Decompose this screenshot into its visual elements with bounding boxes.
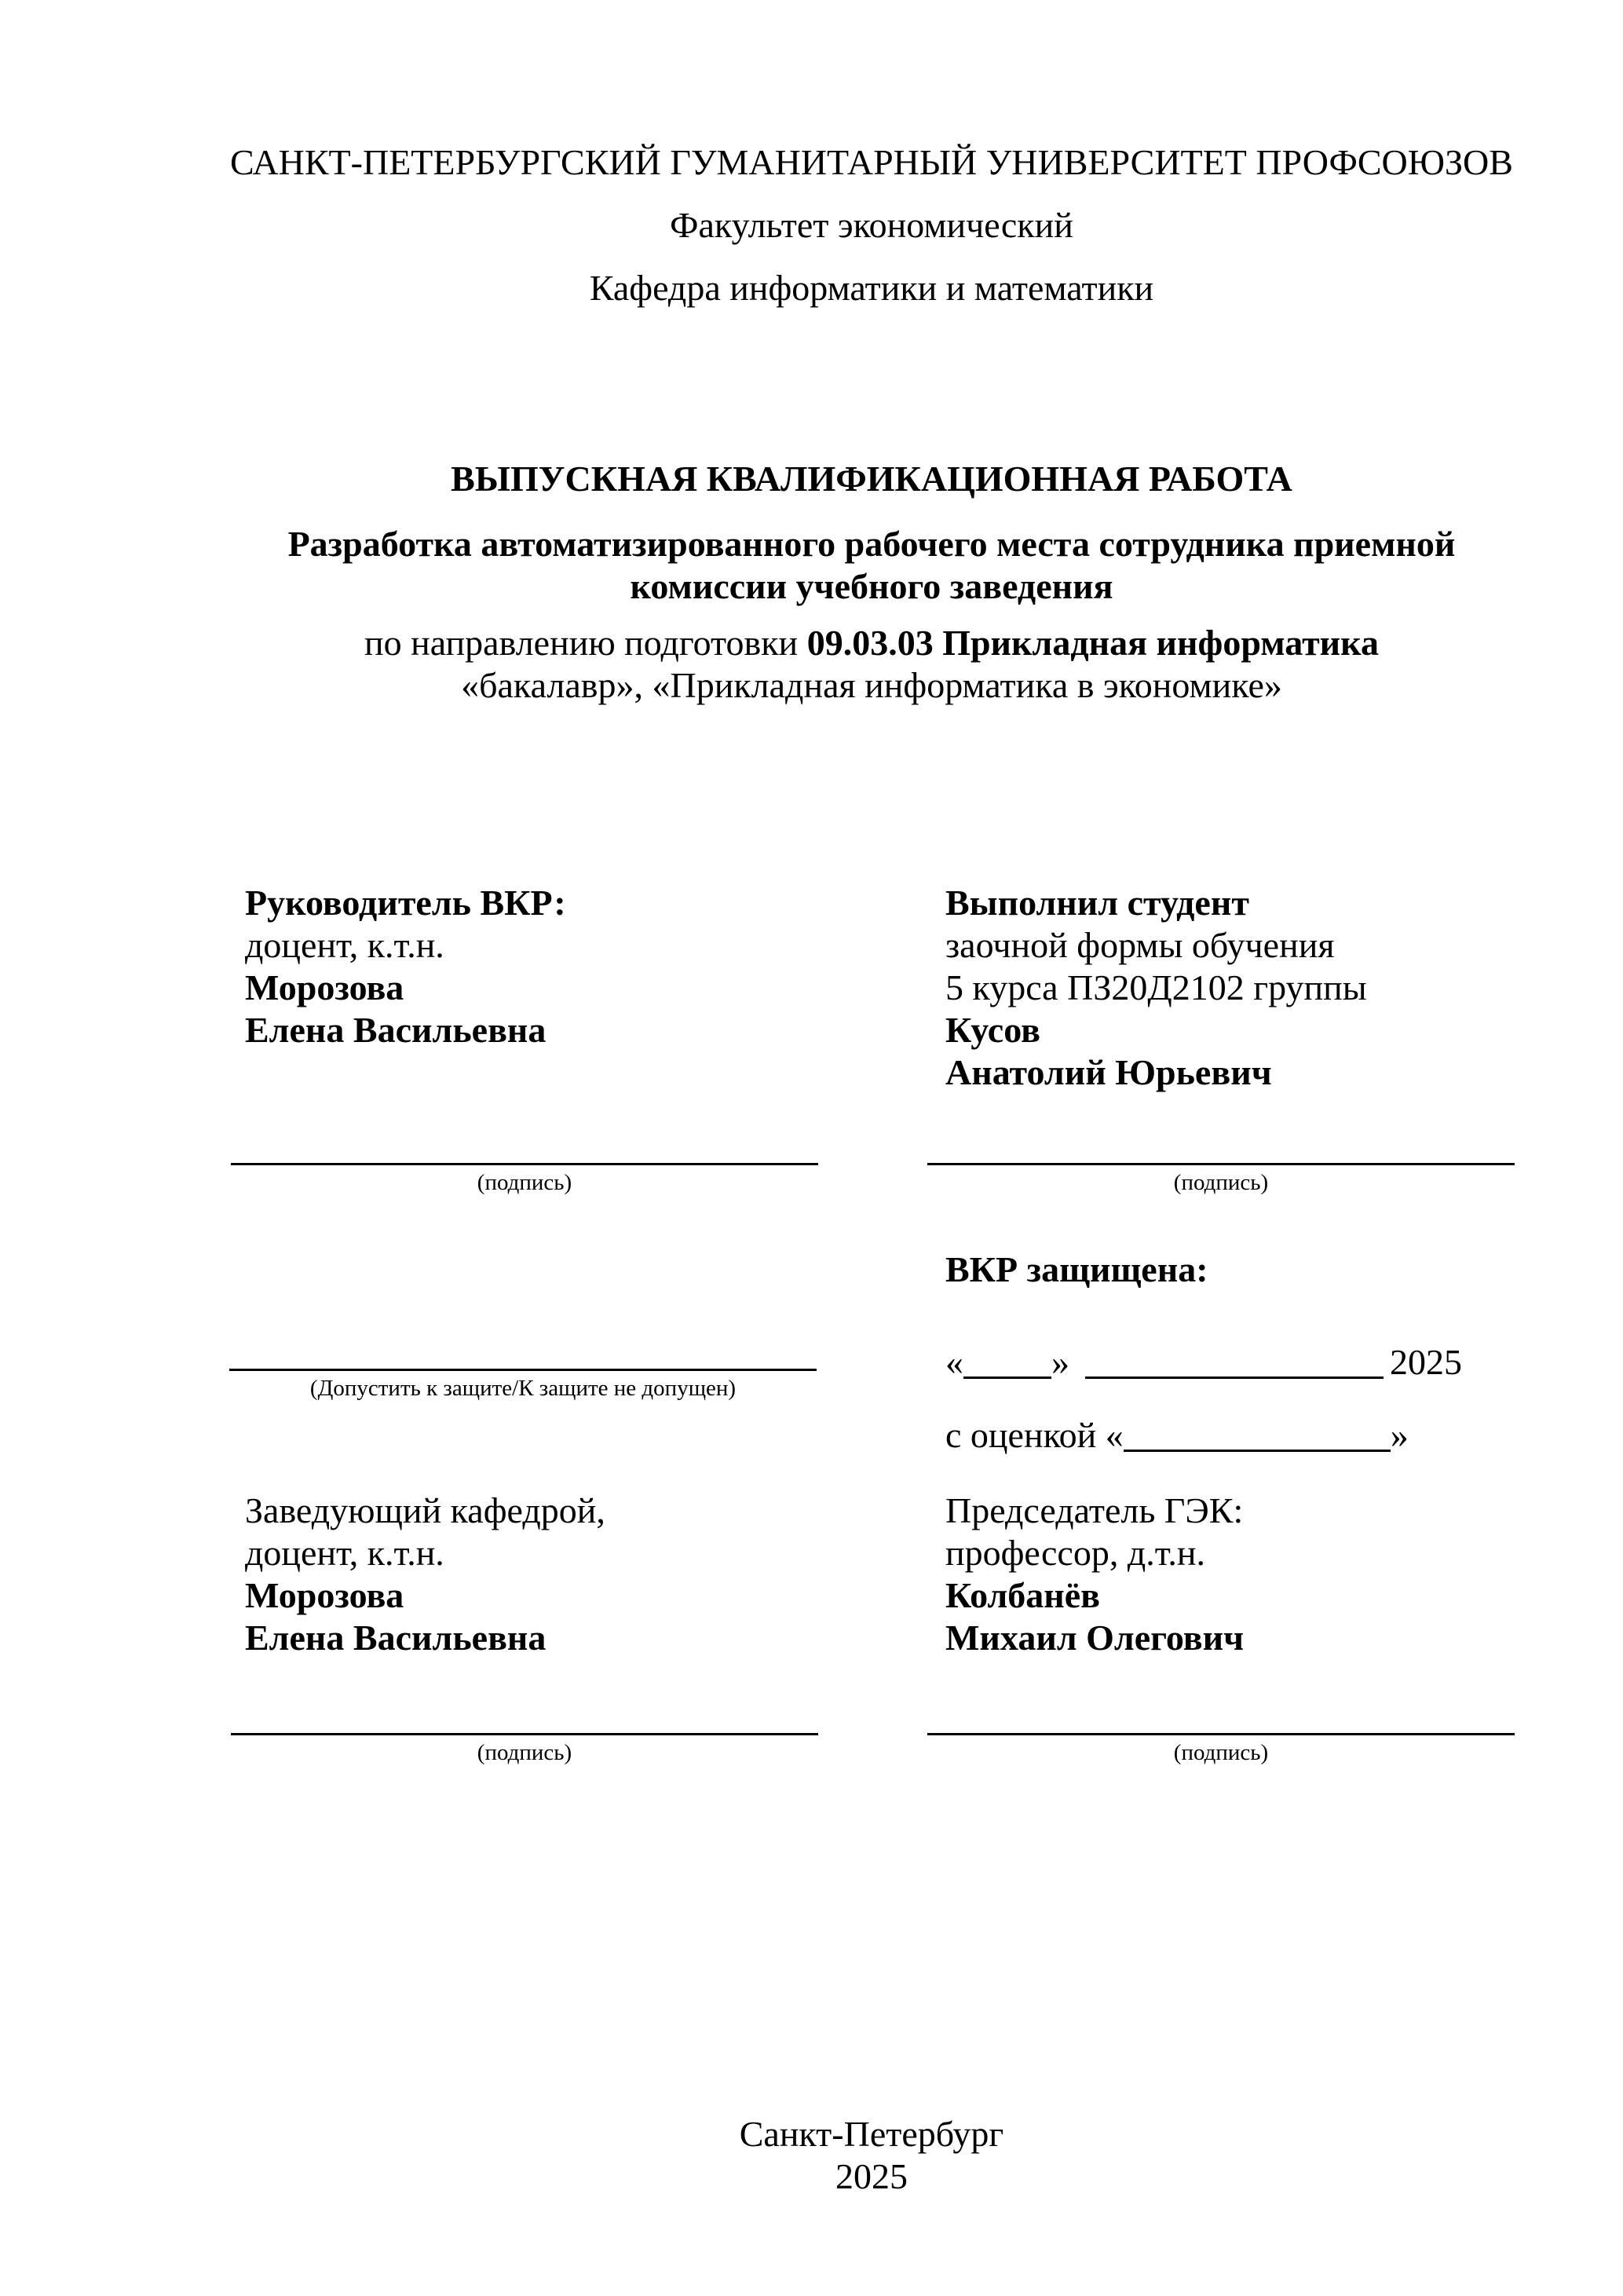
work-topic-line-2: комиссии учебного заведения: [630, 566, 1113, 606]
work-type-heading: ВЫПУСКНАЯ КВАЛИФИКАЦИОННАЯ РАБОТА: [451, 459, 1292, 499]
department-head-signature: [231, 1733, 818, 1766]
defense-date-day-blank: [963, 1350, 1051, 1379]
degree-line: «бакалавр», «Прикладная информатика в экономике»: [461, 665, 1282, 705]
gec-chair-name: Михаил Олегович: [945, 1618, 1245, 1658]
faculty-name: Факультет экономический: [670, 205, 1073, 245]
department-head-signature-line: [231, 1733, 818, 1735]
defense-grade-row: [945, 1414, 1409, 1457]
student-signature-line: [927, 1163, 1515, 1165]
footer-year: 2025: [835, 2156, 908, 2196]
defense-date-row: [945, 1341, 1462, 1384]
supervisor-surname: Морозова: [245, 967, 404, 1007]
supervisor-rank: доцент, к.т.н.: [245, 925, 444, 965]
department-head-signature-caption: (подпись): [477, 1740, 572, 1765]
date-quote-close: »: [1051, 1342, 1069, 1382]
supervisor-block: [245, 882, 826, 1051]
supervisor-signature: [231, 1163, 818, 1196]
gec-chair-signature-line: [927, 1733, 1515, 1735]
student-group: 5 курса ПЗ20Д2102 группы: [945, 967, 1367, 1007]
department-head-rank: доцент, к.т.н.: [245, 1533, 444, 1573]
gec-chair-signature-caption: (подпись): [1173, 1740, 1269, 1765]
grade-prefix: с оценкой «: [945, 1415, 1124, 1455]
student-surname: Кусов: [945, 1010, 1040, 1050]
defense-heading: ВКР защищена:: [945, 1249, 1208, 1289]
gec-chair-surname: Колбанёв: [945, 1575, 1101, 1615]
defense-grade-blank: [1124, 1423, 1391, 1452]
admission-caption: (Допустить к защите/К защите не допущен): [309, 1376, 737, 1401]
grade-suffix: »: [1390, 1415, 1409, 1455]
date-quote-open: «: [945, 1342, 963, 1382]
study-direction: [228, 622, 1515, 664]
student-block: [945, 882, 1526, 1094]
gec-chair-block: [945, 1490, 1526, 1659]
supervisor-name: Елена Васильевна: [245, 1010, 546, 1050]
supervisor-role: Руководитель ВКР:: [245, 883, 566, 923]
department-head-name: Елена Васильевна: [245, 1618, 546, 1658]
page-footer: [228, 2113, 1515, 2198]
department-head-block: [245, 1490, 826, 1659]
admission-block: [229, 1369, 817, 1402]
gec-chair-rank: профессор, д.т.н.: [945, 1533, 1205, 1573]
supervisor-signature-caption: (подпись): [477, 1170, 572, 1195]
footer-city: Санкт-Петербург: [739, 2114, 1004, 2154]
defense-date-month-blank: [1085, 1350, 1384, 1379]
department-head-role: Заведующий кафедрой,: [245, 1490, 605, 1530]
department-head-surname: Морозова: [245, 1575, 404, 1615]
work-topic-line-1: Разработка автоматизированного рабочего места сотрудника приемной: [287, 524, 1456, 564]
student-signature-caption: (подпись): [1173, 1170, 1269, 1195]
student-study-form: заочной формы обучения: [945, 925, 1335, 965]
student-signature: [927, 1163, 1515, 1196]
gec-chair-role: Председатель ГЭК:: [945, 1490, 1244, 1530]
student-role: Выполнил студент: [945, 883, 1249, 923]
department-name: Кафедра информатики и математики: [589, 268, 1154, 308]
defense-year: 2025: [1390, 1342, 1462, 1382]
gec-chair-signature: [927, 1733, 1515, 1766]
supervisor-signature-line: [231, 1163, 818, 1165]
direction-prefix: по направлению подготовки: [364, 623, 799, 663]
admission-line: [229, 1369, 817, 1371]
university-name: САНКТ-ПЕТЕРБУРГСКИЙ ГУМАНИТАРНЫЙ УНИВЕРСИТЕТ ПРОФСОЮЗОВ: [230, 142, 1513, 182]
direction-code: 09.03.03 Прикладная информатика: [806, 623, 1379, 663]
student-name: Анатолий Юрьевич: [945, 1052, 1272, 1092]
work-topic: [228, 523, 1515, 608]
title-block: [228, 458, 1515, 707]
page-header: [228, 141, 1515, 330]
